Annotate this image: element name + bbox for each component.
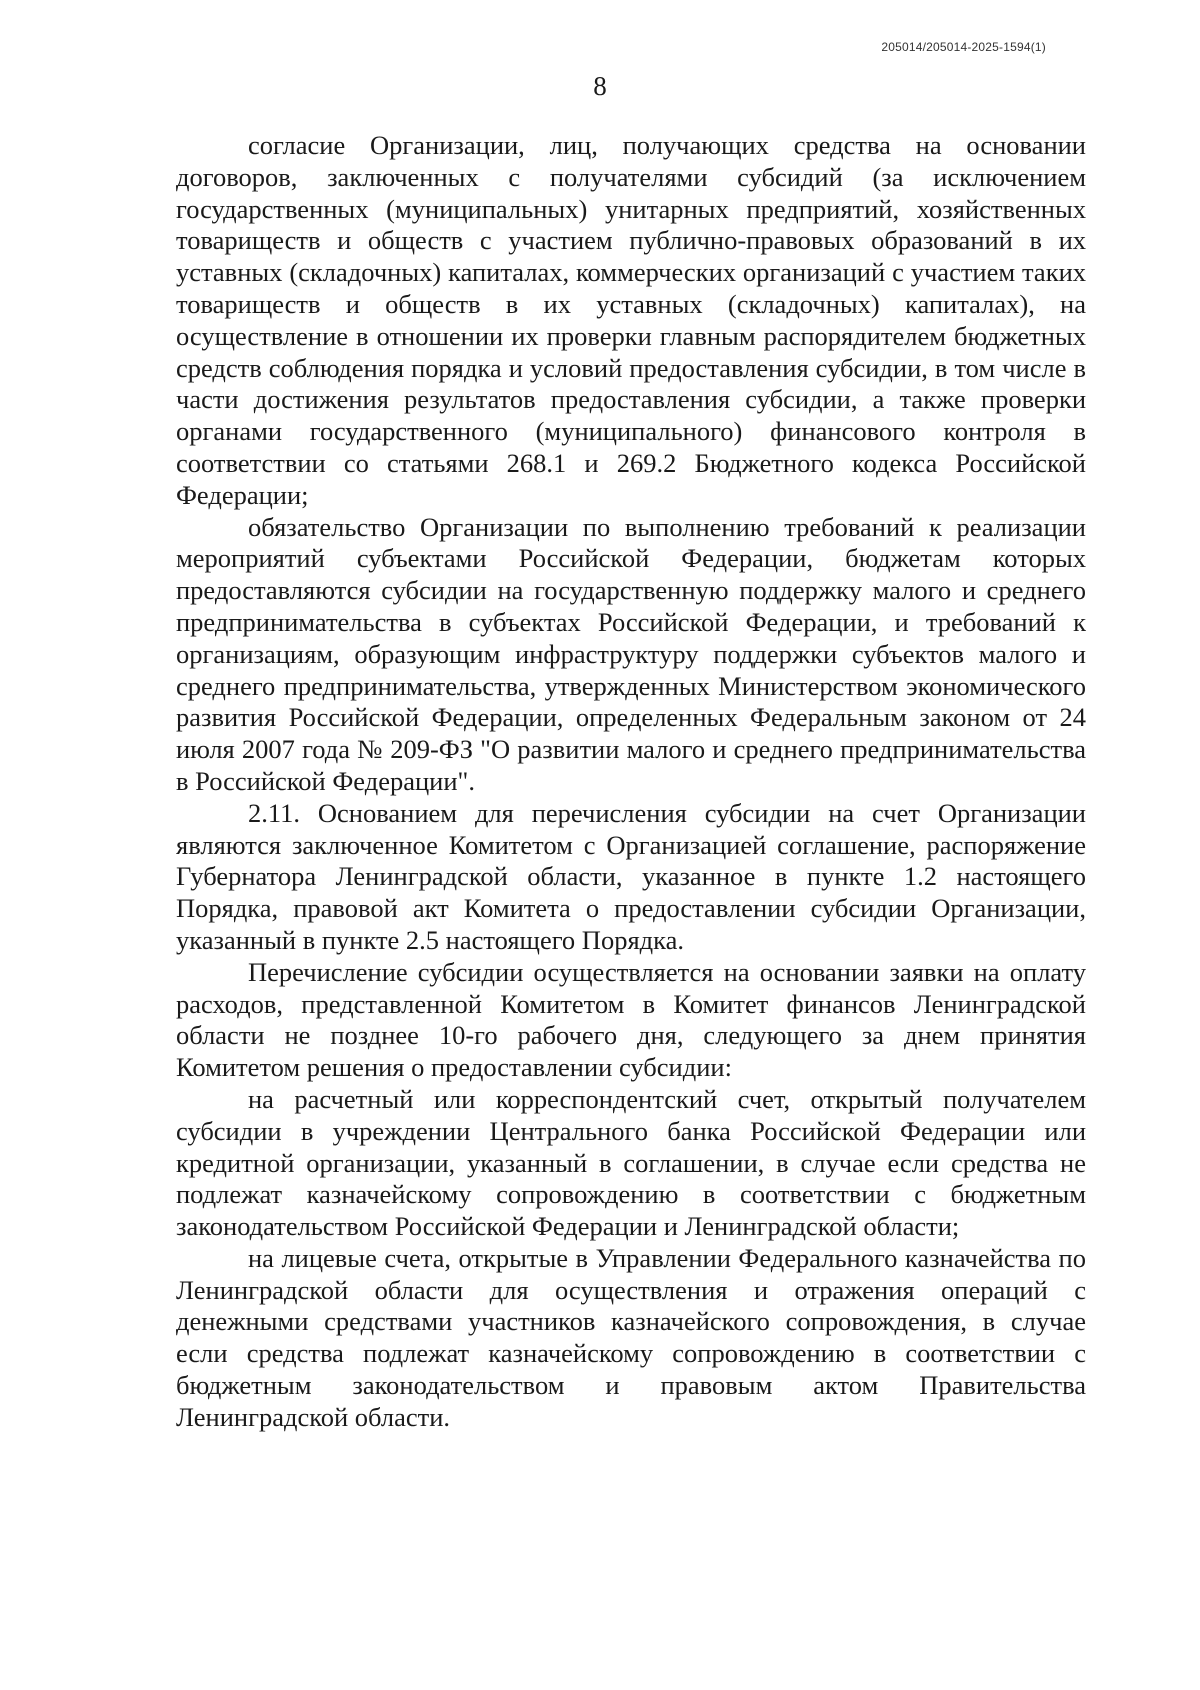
page-body [176,130,1086,1434]
paragraph-transfer-procedure: Перечисление субсидии осуществляется на основании заявки на оплату расходов, представленной Комитетом в Комитет финансов Ленинградской области не позднее 10-го рабочего дня, следующего за днем принятия Комитетом решения о предоставлении субсидии: [176,956,1086,1083]
document-id: 205014/205014-2025-1594(1) [881,40,1046,54]
paragraph-2-11-basis-for-transfer: 2.11. Основанием для перечисления субсидии на счет Организации являются заключенное Комитетом с Организацией соглашение, распоряжение Губернатора Ленинградской области, указанное в пункте 1.2 настоящего Порядка, правовой акт Комитета о предоставлении субсидии Организации, указанный в пункте 2.5 настоящего Порядка. [176,797,1086,955]
paragraph-consent-inspections: согласие Организации, лиц, получающих средства на основании договоров, заключенных с получателями субсидий (за исключением государственных (муниципальных) унитарных предприятий, хозяйственных товариществ и обществ с участием публично-правовых образований в их уставных (складочных) капиталах, коммерческих организаций с участием таких товариществ и обществ в их уставных (складочных) капиталах), на осуществление в отношении их проверки главным распорядителем бюджетных средств соблюдения порядка и условий предоставления субсидии, в том числе в части достижения результатов предоставления субсидии, а также проверки органами государственного (муниципального) финансового контроля в соответствии со статьями 268.1 и 269.2 Бюджетного кодекса Российской Федерации; [176,130,1086,510]
paragraph-obligation-requirements: обязательство Организации по выполнению требований к реализации мероприятий субъектами Российской Федерации, бюджетам которых предоставляются субсидии на государственную поддержку малого и среднего предпринимательства в субъектах Российской Федерации, и требований к организациям, образующим инфраструктуру поддержки субъектов малого и среднего предпринимательства, утвержденных Министерством экономического развития Российской Федерации, определенных Федеральным законом от 24 июля 2007 года № 209-ФЗ "О развитии малого и среднего предпринимательства в Российской Федерации". [176,511,1086,796]
paragraph-settlement-account: на расчетный или корреспондентский счет, открытый получателем субсидии в учреждении Центрального банка Российской Федерации или кредитной организации, указанный в соглашении, в случае если средства не подлежат казначейскому сопровождению в соответствии с бюджетным законодательством Российской Федерации и Ленинградской области; [176,1083,1086,1242]
page-number: 8 [593,71,607,101]
paragraph-personal-accounts: на лицевые счета, открытые в Управлении Федерального казначейства по Ленинградской области для осуществления и отражения операций с денежными средствами участников казначейского сопровождения, в случае если средства подлежат казначейскому сопровождению в соответствии с бюджетным законодательством и правовым актом Правительства Ленинградской области. [176,1242,1086,1432]
